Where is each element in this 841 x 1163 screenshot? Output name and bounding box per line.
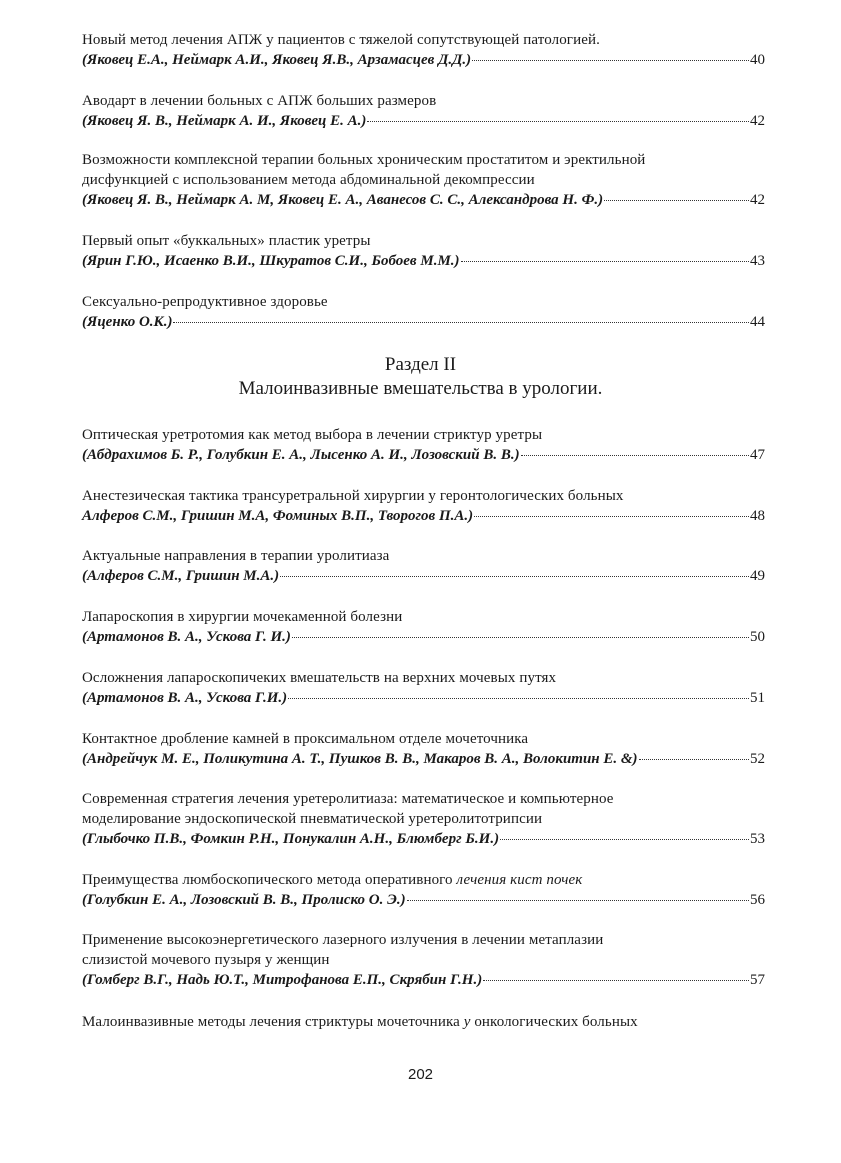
entry-title: Современная стратегия лечения уретеролитиаза: математическое и компьютерное [82, 791, 614, 807]
entry-title: Анестезическая тактика трансуретральной хирургии у геронтологических больных [82, 488, 624, 504]
entry-page: 49 [750, 568, 765, 584]
dot-leader [461, 257, 749, 262]
entry-page: 57 [750, 972, 765, 988]
toc-entry [82, 30, 765, 70]
entry-page: 42 [750, 192, 765, 208]
dot-leader [173, 318, 749, 323]
entry-authors: (Яковец Я. В., Неймарк А. М, Яковец Е. А., Аванесов С. С., Александрова Н. Ф.) [82, 192, 604, 208]
entry-title: дисфункцией с использованием метода абдоминальной декомпрессии [82, 172, 535, 188]
entry-title [82, 870, 765, 890]
entry-page: 48 [750, 508, 765, 524]
entry-title: Сексуально-репродуктивное здоровье [82, 294, 328, 310]
entry-author-line [82, 111, 765, 131]
toc-entry [82, 425, 765, 465]
entry-author-line [82, 829, 765, 849]
toc-entry [82, 486, 765, 526]
entry-authors: (Абдрахимов Б. Р., Голубкин Е. А., Лысенко А. И., Лозовский В. В.) [82, 447, 520, 463]
entry-page: 50 [750, 629, 765, 645]
entry-title: Контактное дробление камней в проксимальном отделе мочеточника [82, 731, 529, 747]
dot-leader [639, 755, 749, 760]
toc-entry [82, 870, 765, 910]
entry-page: 52 [750, 751, 765, 767]
entry-title: Первый опыт «буккальных» пластик уретры [82, 233, 371, 249]
toc-entry [82, 292, 765, 332]
toc-entry [82, 1012, 765, 1032]
entry-authors: (Артамонов В. А., Ускова Г. И.) [82, 629, 291, 645]
entry-authors: (Алферов С.М., Гришин М.А.) [82, 568, 280, 584]
entry-title: Оптическая уретротомия как метод выбора в лечении стриктур уретры [82, 427, 543, 443]
entry-title-text: Преимущества люмбоскопического метода оперативного [82, 872, 457, 888]
entry-authors: (Ярин Г.Ю., Исаенко В.И., Шкуратов С.И., Бобоев М.М.) [82, 253, 460, 269]
dot-leader [500, 835, 749, 840]
dot-leader [474, 512, 749, 517]
entry-page: 56 [750, 892, 765, 908]
dot-leader [472, 56, 749, 61]
entry-author-line [82, 970, 765, 990]
entry-title: Новый метод лечения АПЖ у пациентов с тяжелой сопутствующей патологией. [82, 32, 600, 48]
entry-title: Осложнения лапароскопичеких вмешательств на верхних мочевых путях [82, 670, 557, 686]
entry-author-line [82, 312, 765, 332]
entry-authors: (Глыбочко П.В., Фомкин Р.Н., Понукалин А.Н., Блюмберг Б.И.) [82, 831, 500, 847]
entry-author-line [82, 50, 765, 70]
entry-page: 40 [750, 52, 765, 68]
entry-title-text: Малоинвазивные методы лечения стриктуры мочеточника [82, 1014, 464, 1030]
entry-authors: (Артамонов В. А., Ускова Г.И.) [82, 690, 288, 706]
entry-author-line [82, 190, 765, 210]
entry-author-line [82, 506, 765, 526]
entry-authors: (Гомберг В.Г., Надь Ю.Т., Митрофанова Е.П., Скрябин Г.Н.) [82, 972, 483, 988]
entry-authors: Алферов С.М., Гришин М.А, Фоминых В.П., Творогов П.А.) [82, 508, 474, 524]
entry-title-italic: у [463, 1014, 471, 1030]
dot-leader [292, 633, 749, 638]
dot-leader [483, 976, 749, 981]
entry-title: слизистой мочевого пузыря у женщин [82, 952, 330, 968]
dot-leader [604, 196, 749, 201]
toc-entry [82, 150, 765, 210]
toc-entry [82, 668, 765, 708]
entry-title: моделирование эндоскопической пневматической уретеролитотрипсии [82, 811, 543, 827]
entry-title: Актуальные направления в терапии уролитиаза [82, 548, 390, 564]
entry-author-line [82, 749, 765, 769]
entry-title: Лапароскопия в хирургии мочекаменной болезни [82, 609, 403, 625]
entry-page: 51 [750, 690, 765, 706]
dot-leader [367, 117, 749, 122]
entry-page: 53 [750, 831, 765, 847]
toc-entry [82, 231, 765, 271]
dot-leader [288, 694, 749, 699]
entry-author-line [82, 445, 765, 465]
entry-authors: (Голубкин Е. А., Лозовский В. В., Пролиско О. Э.) [82, 892, 406, 908]
entry-title: Аводарт в лечении больных с АПЖ больших размеров [82, 93, 437, 109]
entry-authors: (Яценко О.К.) [82, 314, 173, 330]
entry-page: 44 [750, 314, 765, 330]
entry-page: 42 [750, 113, 765, 129]
dot-leader [280, 572, 749, 577]
toc-entry [82, 789, 765, 849]
section-number: Раздел II [384, 354, 457, 375]
toc-entry [82, 729, 765, 769]
page-number: 202 [407, 1066, 434, 1083]
entry-title-text: онкологических больных [470, 1014, 638, 1030]
entry-title: Применение высокоэнергетического лазерного излучения в лечении метаплазии [82, 932, 604, 948]
entry-title-italic: лечения кист почек [456, 872, 583, 888]
entry-page: 43 [750, 253, 765, 269]
toc-entry [82, 546, 765, 586]
entry-page: 47 [750, 447, 765, 463]
entry-authors: (Андрейчук М. Е., Поликутина А. Т., Пушков В. В., Макаров В. А., Волокитин Е. &) [82, 751, 638, 767]
entry-authors: (Яковец Я. В., Неймарк А. И., Яковец Е. А.) [82, 113, 367, 129]
dot-leader [521, 451, 749, 456]
entry-title: Возможности комплексной терапии больных хроническим простатитом и эректильной [82, 152, 646, 168]
toc-entry [82, 91, 765, 131]
dot-leader [407, 896, 749, 901]
entry-author-line [82, 890, 765, 910]
toc-entry [82, 930, 765, 990]
section-title: Малоинвазивные вмешательства в урологии. [238, 378, 603, 399]
entry-author-line [82, 627, 765, 647]
entry-author-line [82, 688, 765, 708]
entry-author-line [82, 566, 765, 586]
entry-authors: (Яковец Е.А., Неймарк А.И., Яковец Я.В., Арзамасцев Д.Д.) [82, 52, 472, 68]
toc-entry [82, 607, 765, 647]
entry-author-line [82, 251, 765, 271]
entry-title [82, 1012, 765, 1032]
